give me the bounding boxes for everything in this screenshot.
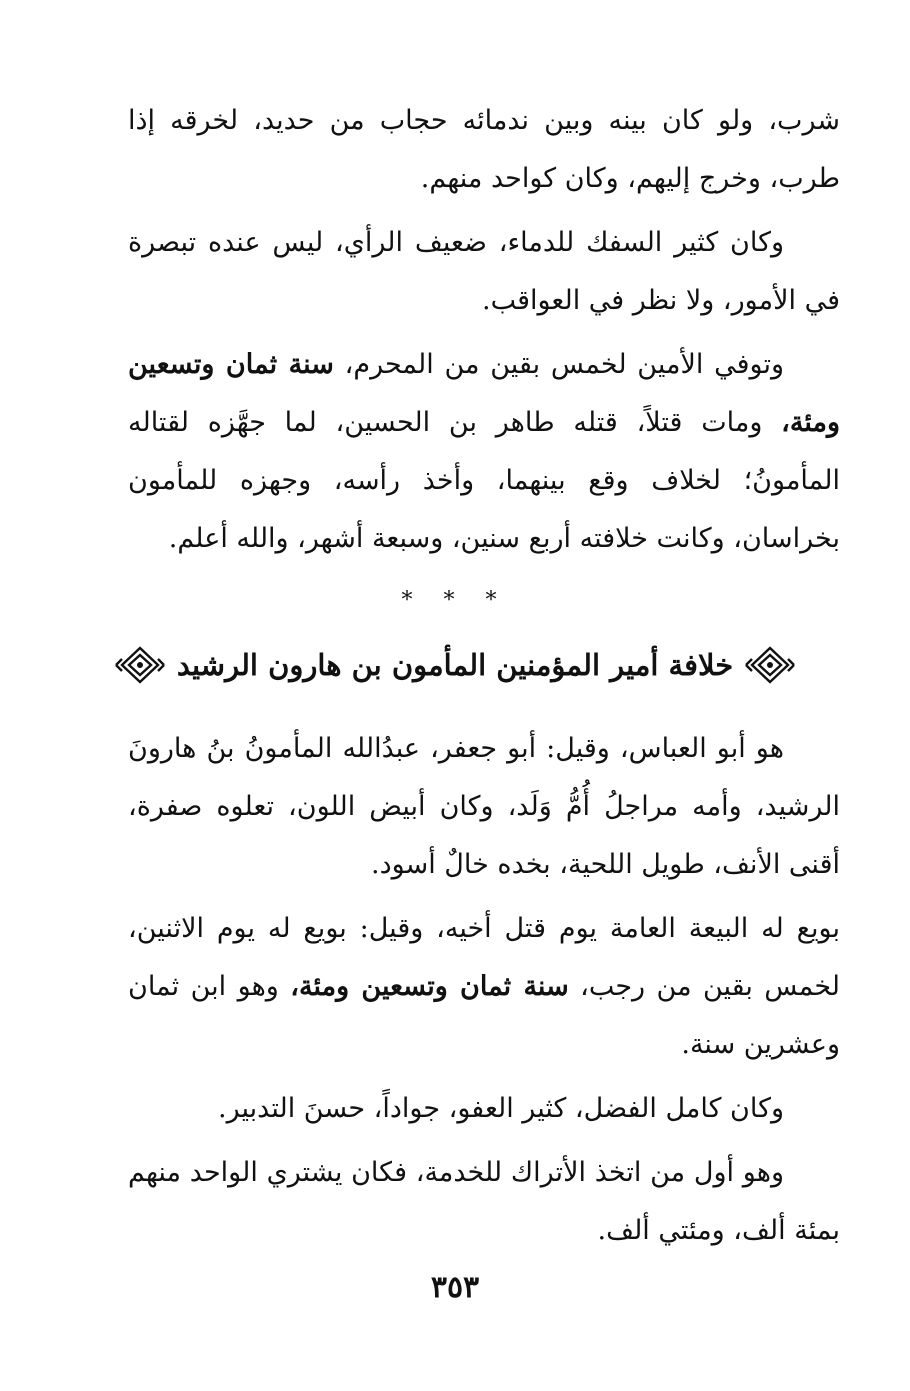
paragraph-2: وكان كثير السفك للدماء، ضعيف الرأي، ليس عنده تبصرة في الأمور، ولا نظر في العواقب.: [128, 227, 840, 316]
text-block-top: [128, 92, 840, 568]
paragraph-5-date: سنة ثمان وتسعين ومئة،: [290, 971, 569, 1002]
paragraph-5-start: بويع له البيعة العامة يوم قتل أخيه، وقيل: بويع له يوم الاثنين، لخمس بقين من رجب،: [128, 913, 840, 1002]
text-block-bottom: [128, 720, 840, 1260]
heading-title: خلافة أمير المؤمنين المأمون بن هارون الرشيد: [176, 648, 734, 682]
paragraph-7: وهو أول من اتخذ الأتراك للخدمة، فكان يشتري الواحد منهم بمئة ألف، ومئتي ألف.: [128, 1157, 840, 1246]
right-ornament-icon: [743, 645, 797, 685]
paragraph-1: شرب، ولو كان بينه وبين ندمائه حجاب من حديد، لخرقه إذا طرب، وخرج إليهم، وكان كواحد منهم.: [128, 105, 840, 194]
left-ornament-icon: [113, 645, 167, 685]
paragraph-3: [128, 336, 840, 568]
paragraph-5: [128, 900, 840, 1074]
paragraph-3-rest: ومات قتلاً، قتله طاهر بن الحسين، لما جهَّزه لقتاله المأمونُ؛ لخلاف وقع بينهما، وأخذ رأسه، وجهزه للمأمون بخراسان، وكانت خلافته أربع سنين، وسبعة أشهر، والله أعلم.: [128, 407, 840, 554]
section-separator: * * *: [401, 588, 509, 613]
section-heading: [0, 640, 910, 690]
paragraph-5-rest: وهو ابن ثمان وعشرين سنة.: [128, 971, 840, 1060]
paragraph-3-start: وتوفي الأمين لخمس بقين من المحرم،: [344, 349, 784, 380]
page-number: ٣٥٣: [430, 1270, 480, 1305]
paragraph-6: وكان كامل الفضل، كثير العفو، جواداً، حسنَ التدبير.: [218, 1093, 784, 1124]
paragraph-4: هو أبو العباس، وقيل: أبو جعفر، عبدُالله المأمونُ بنُ هارونَ الرشيد، وأمه مراجلُ أُمُّ وَلَد، وكان أبيض اللون، تعلوه صفرة، أقنى الأنف، طويل اللحية، بخده خالٌ أسود.: [128, 733, 840, 880]
paragraph-3-date: سنة ثمان وتسعين ومئة،: [128, 349, 840, 438]
